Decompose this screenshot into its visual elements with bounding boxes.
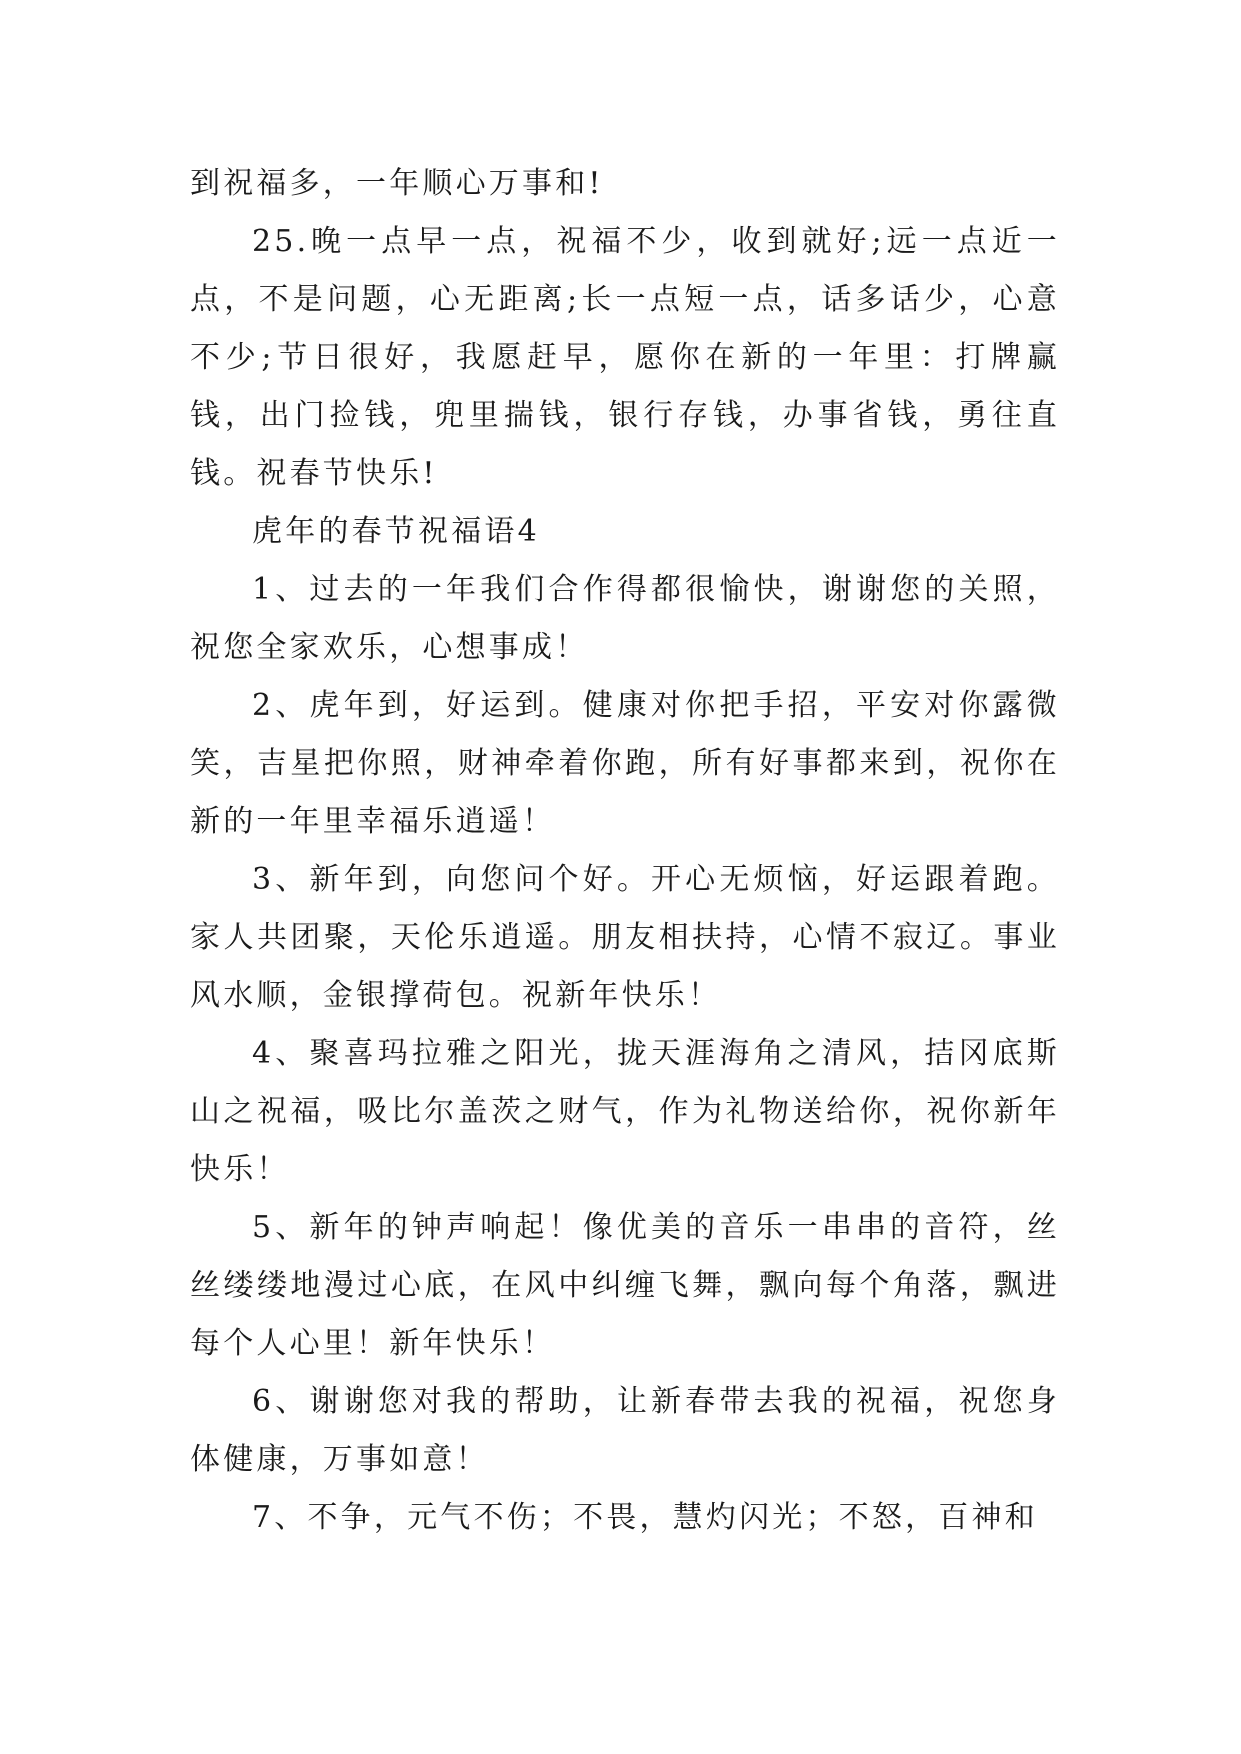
- paragraph-item-2: 2、虎年到，好运到。健康对你把手招，平安对你露微笑，吉星把你照，财神牵着你跑，所有好事都来到，祝你在新的一年里幸福乐逍遥！: [190, 688, 1060, 839]
- paragraph-item-3: 3、新年到，向您问个好。开心无烦恼，好运跟着跑。家人共团聚，天伦乐逍遥。朋友相扶持，心情不寂辽。事业风水顺，金银撑荷包。祝新年快乐！: [190, 862, 1060, 1013]
- paragraph-item-7: 7、不争，元气不伤；不畏，慧灼闪光；不怒，百神和: [252, 1500, 1038, 1535]
- paragraph-item-5: 5、新年的钟声响起！像优美的音乐一串串的音符，丝丝缕缕地漫过心底，在风中纠缠飞舞，飘向每个角落，飘进每个人心里！新年快乐！: [190, 1210, 1060, 1361]
- paragraph-item-1: 1、过去的一年我们合作得都很愉快，谢谢您的关照，祝您全家欢乐，心想事成！: [190, 572, 1060, 665]
- paragraph-item-25: 25.晚一点早一点，祝福不少，收到就好;远一点近一点，不是问题，心无距离;长一点短一点，话多话少，心意不少;节日很好，我愿赶早，愿你在新的一年里：打牌赢钱，出门捡钱，兜里揣钱，银行存钱，办事省钱，勇往直钱。祝春节快乐!: [190, 224, 1060, 491]
- document-page: [190, 155, 1060, 1547]
- paragraph-item-4: 4、聚喜玛拉雅之阳光，拢天涯海角之清风，拮冈底斯山之祝福，吸比尔盖茨之财气，作为礼物送给你，祝你新年快乐！: [190, 1036, 1060, 1187]
- paragraph-item-6: 6、谢谢您对我的帮助，让新春带去我的祝福，祝您身体健康，万事如意！: [190, 1384, 1060, 1477]
- paragraph-continuation: 到祝福多，一年顺心万事和!: [190, 166, 604, 201]
- section-heading: 虎年的春节祝福语4: [252, 514, 540, 549]
